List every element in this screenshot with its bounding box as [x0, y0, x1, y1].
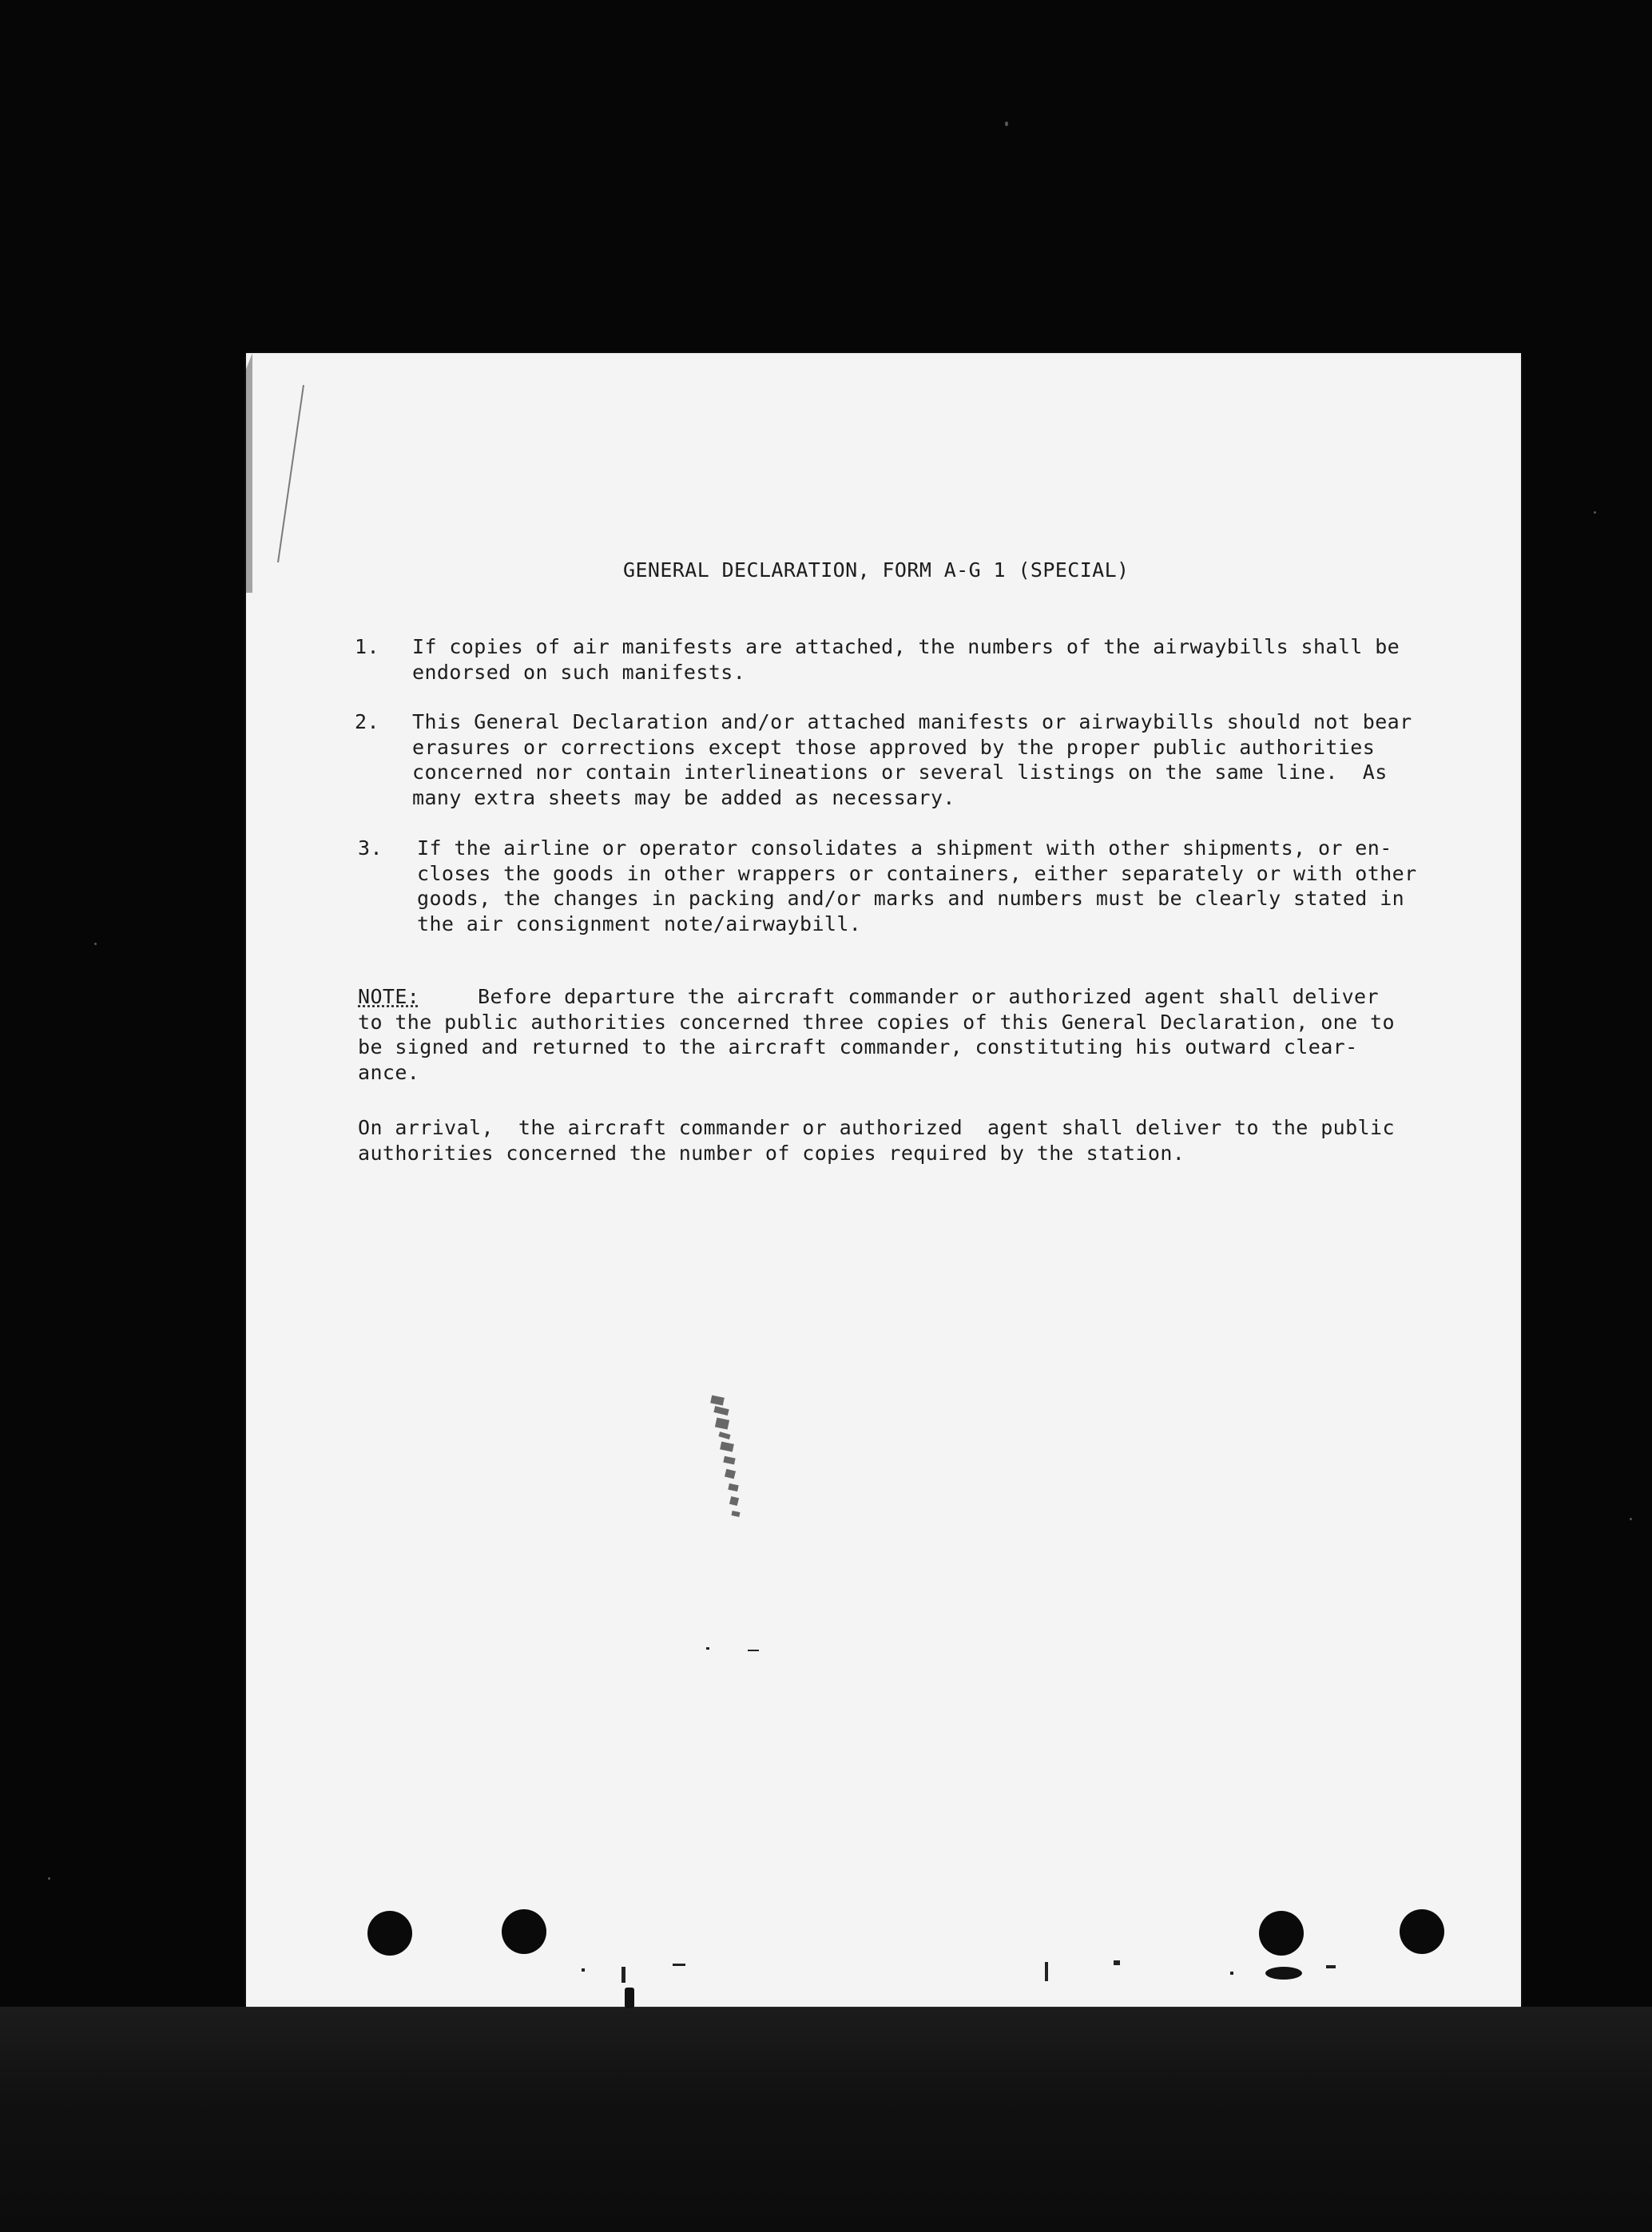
ink-dot: [673, 1964, 685, 1966]
item-line: many extra sheets may be added as necessary.: [412, 785, 955, 809]
ink-dot: [582, 1968, 585, 1972]
item-line: If the airline or operator consolidates a shipment with other shipments, or en-: [417, 836, 1392, 860]
item-number: 1.: [355, 635, 379, 658]
item-line: closes the goods in other wrappers or containers, either separately or with other: [417, 861, 1417, 885]
faded-stamp-mark: [701, 1392, 749, 1551]
dust-speck: [94, 943, 97, 945]
scanner-bed-edge: [0, 2007, 1652, 2232]
punch-hole: [367, 1911, 412, 1956]
ink-dot: [1326, 1965, 1336, 1968]
item-line: endorsed on such manifests.: [412, 660, 746, 684]
item-line: the air consignment note/airwaybill.: [417, 911, 862, 935]
dust-speck: [48, 1877, 50, 1880]
document-page: [246, 353, 1521, 2007]
arrival-line: On arrival, the aircraft commander or authorized agent shall deliver to the public: [358, 1116, 1395, 1139]
note-line: Before departure the aircraft commander or authorized agent shall deliver: [478, 985, 1379, 1008]
item-line: erasures or corrections except those approved by the proper public authorities: [412, 735, 1376, 759]
ink-dot: [706, 1647, 709, 1650]
item-line: goods, the changes in packing and/or marks and numbers must be clearly stated in: [417, 887, 1405, 910]
item-number: 3.: [358, 836, 383, 860]
punch-hole: [1400, 1909, 1444, 1954]
punch-hole: [502, 1909, 546, 1954]
dust-speck: [1005, 121, 1008, 126]
note-line: to the public authorities concerned three copies of this General Declaration, one to: [358, 1010, 1395, 1034]
item-line: This General Declaration and/or attached manifests or airwaybills should not bear: [412, 710, 1412, 733]
punch-hole: [1259, 1911, 1304, 1956]
ink-dot: [748, 1650, 759, 1651]
document-title: GENERAL DECLARATION, FORM A-G 1 (SPECIAL): [623, 558, 1130, 582]
ink-dot: [621, 1967, 625, 1983]
dust-speck: [1630, 1518, 1632, 1520]
note-line: be signed and returned to the aircraft commander, constituting his outward clear-: [358, 1035, 1358, 1058]
item-line: concerned nor contain interlineations or several listings on the same line. As: [412, 761, 1388, 784]
note-label: NOTE:: [358, 985, 420, 1008]
item-number: 2.: [355, 710, 379, 733]
page-crease: [246, 353, 310, 593]
ink-dot: [1230, 1972, 1233, 1975]
item-line: If copies of air manifests are attached, the numbers of the airwaybills shall be: [412, 635, 1400, 658]
ink-blot: [1265, 1967, 1302, 1980]
dust-speck: [1594, 511, 1596, 514]
ink-dot: [1045, 1962, 1048, 1981]
ink-blot: [625, 1988, 634, 2008]
ink-dot: [1114, 1960, 1120, 1965]
arrival-line: authorities concerned the number of copies required by the station.: [358, 1141, 1185, 1165]
note-line: ance.: [358, 1060, 420, 1084]
